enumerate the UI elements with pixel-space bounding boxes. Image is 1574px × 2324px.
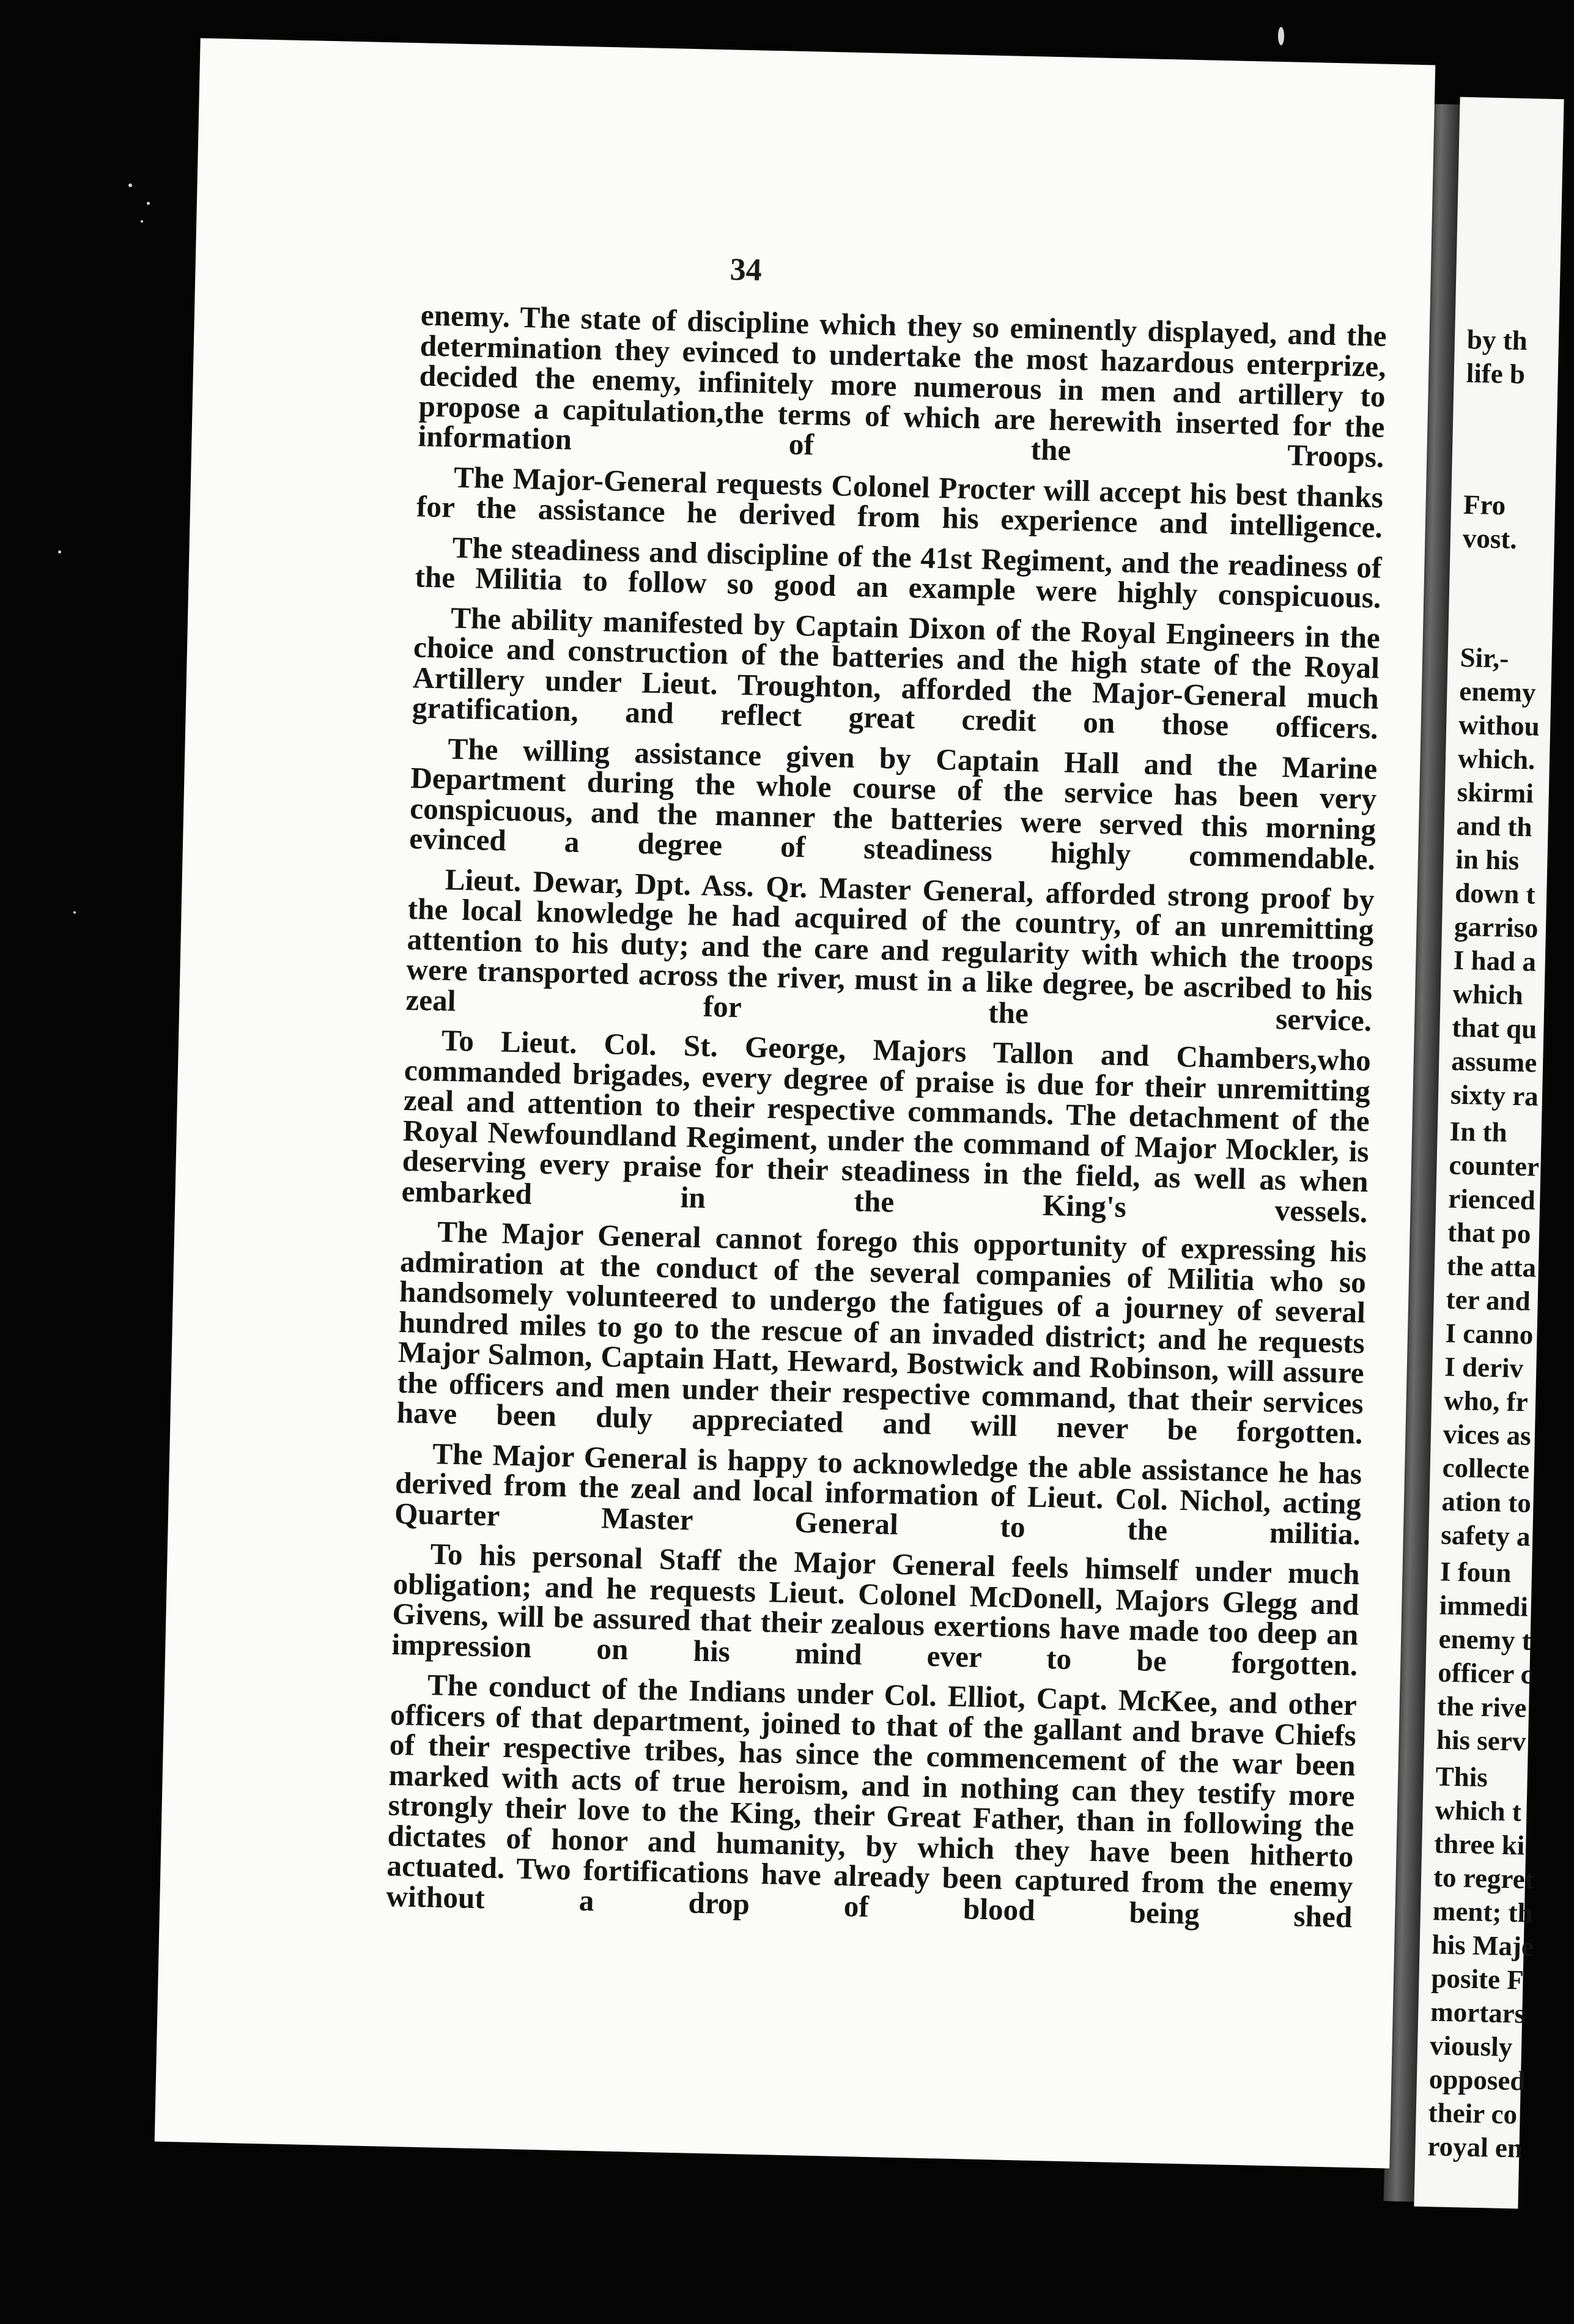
facing-page-fragment: which t <box>1434 1794 1522 1827</box>
facing-page-fragment: who, fr <box>1443 1385 1529 1418</box>
paragraph: enemy. The state of discipline which they so eminently displayed, and the determination they evinced to undertake the most hazardous enterprize, decided the enemy, infinitely more numerous in men and artillery to propose a capitulation,the terms of which are herewith inserted for the information of the Troops. <box>418 298 1387 474</box>
facing-page-fragment: mortars <box>1430 1996 1526 2029</box>
paragraph: The conduct of the Indians under Col. Elliot, Capt. McKee, and other officers of that department, joined to that of the gallant and brave Chiefs of their respective tribes, has since the commencement of the war been marked with acts of true heroism, and in nothing can they testify more strongly their love to the King, their Great Father, than in following the dictates of honor and humanity, by which they have been hitherto actuated. Two fortifications have already been captured from the enemy without a drop of blood being shed <box>385 1668 1358 1934</box>
facing-page-fragment: officer c <box>1437 1657 1534 1690</box>
facing-page-fragment: their co <box>1428 2097 1518 2130</box>
facing-page-fragment: enemy t <box>1438 1623 1532 1656</box>
facing-page-fragment: three ki <box>1433 1828 1525 1861</box>
facing-page-fragment: Fro <box>1463 489 1506 521</box>
facing-page-fragment: down t <box>1454 877 1536 910</box>
facing-page-fragment: opposed <box>1428 2063 1526 2096</box>
facing-page-fragment: and th <box>1456 810 1533 843</box>
facing-page-fragment: to regret <box>1433 1862 1535 1895</box>
facing-page-fragment: rienced <box>1447 1183 1536 1216</box>
facing-page-fragment: sixty ra <box>1450 1079 1539 1112</box>
paragraph: The Major-General requests Colonel Procter will accept his best thanks for the assistance he derived from his experience and intelligence. <box>416 460 1384 544</box>
facing-page-fragment: skirmi <box>1457 776 1534 809</box>
facing-page-fragment: immedi <box>1439 1589 1529 1623</box>
paragraph: The ability manifested by Captain Dixon of the Royal Engineers in the choice and construction of the batteries and the high state of the Royal Artillery under Lieut. Troughton, afforded the Major-General much gratification, and reflect great credit on those officers. <box>412 601 1381 746</box>
facing-page-fragment: In th <box>1449 1116 1508 1148</box>
facing-page-fragment: withou <box>1458 709 1540 742</box>
facing-page-fragment: that po <box>1447 1216 1531 1249</box>
facing-page-fragment: by th <box>1466 324 1528 357</box>
facing-page-fragment: ter and <box>1446 1284 1531 1317</box>
paragraph: The Major General cannot forego this opportunity of expressing his admiration at the conduct of the several companies of Militia who so handsomely volunteered to undergo the fatigues of a journey of several hundred miles to go to the rescue of an invaded district; and he requests Major Salmon, Captain Hatt, Heward, Bostwick and Robinson, will assure the officers and men under their respective command, that their services have been duly appreciated and will never be forgotten. <box>396 1215 1367 1451</box>
page-number: 34 <box>730 252 763 288</box>
facing-page-fragment: his Maje <box>1432 1929 1534 1962</box>
facing-page-fragment: the rive <box>1436 1690 1527 1723</box>
facing-page-fragment: ment; th <box>1432 1895 1534 1928</box>
facing-page-fragment: vost. <box>1462 522 1518 555</box>
facing-page-fragment: I had a <box>1453 944 1537 977</box>
scan-speck <box>147 202 150 205</box>
scan-speck <box>1278 27 1284 45</box>
facing-page-fragment: assume <box>1450 1045 1537 1078</box>
paragraph: Lieut. Dewar, Dpt. Ass. Qr. Master General, afforded strong proof by the local knowledge he had acquired of the country, of an unremitting attention to his duty; and the care and regularity with which the troops were transported across the river, must in a like degree, be ascribed to his zeal for the service. <box>405 862 1375 1038</box>
paragraph: The Major General is happy to acknowledge the able assistance he has derived from the zeal and local information of Lieut. Col. Nichol, acting Quarter Master General to the militia. <box>394 1436 1362 1551</box>
facing-page-fragment: counter <box>1449 1149 1540 1182</box>
document-page <box>155 38 1436 2168</box>
facing-page-fragment: This <box>1435 1761 1488 1793</box>
scan-speck <box>58 550 61 553</box>
facing-page-fragment: royal en <box>1427 2131 1523 2164</box>
scan-speck <box>73 911 76 914</box>
scan-speck <box>141 220 143 223</box>
facing-page-fragment: life b <box>1466 357 1526 390</box>
paragraph: The steadiness and discipline of the 41st Regiment, and the readiness of the Militia to follow so good an example were highly conspicuous. <box>415 530 1382 615</box>
facing-page-fragment: Sir,- <box>1460 642 1509 674</box>
facing-page-fragment: garriso <box>1454 911 1539 944</box>
facing-page-fragment: ation to <box>1441 1486 1532 1519</box>
facing-page-fragment: in his <box>1455 843 1520 876</box>
facing-page-fragment: enemy <box>1458 675 1536 708</box>
facing-page-fragment: viously <box>1429 2030 1513 2063</box>
facing-page-fragment: I canno <box>1445 1317 1534 1350</box>
scan-speck <box>128 183 132 187</box>
facing-page-fragment: collecte <box>1442 1452 1530 1485</box>
facing-page-fragment: which. <box>1457 742 1535 775</box>
facing-page-fragment: I foun <box>1439 1556 1512 1588</box>
facing-page-fragment: his serv <box>1436 1724 1526 1757</box>
paragraph: The willing assistance given by Captain Hall and the Marine Department during the whole course of the service has been very conspicuous, and the manner the batteries were served this morning evinced a degree of steadiness highly commendable. <box>408 731 1378 876</box>
facing-page-fragment: posite F <box>1430 1963 1524 1996</box>
paragraph: To Lieut. Col. St. George, Majors Tallon and Chambers,who commanded brigades, every degree of praise is due for their unremitting zeal and attention to their respective commands. The detachment of the Royal Newfoundland Regiment, under the command of Major Mockler, is deserving every praise for their steadiness in the field, as well as when embarked in the King's vessels. <box>401 1023 1372 1229</box>
facing-page-fragment: which <box>1452 978 1524 1011</box>
facing-page-fragment: vices as <box>1443 1418 1532 1451</box>
page-body-text <box>386 300 1387 1932</box>
paragraph: To his personal Staff the Major General feels himself under much obligation; and he requests Lieut. Colonel McDonell, Majors Glegg and Givens, will be assured that their zealous exertions have made too deep an impression on his mind ever to be forgotten. <box>391 1537 1361 1682</box>
facing-page-fragment: safety a <box>1440 1519 1531 1552</box>
facing-page-fragment: I deriv <box>1444 1351 1524 1384</box>
facing-page-fragment: the atta <box>1446 1250 1537 1283</box>
facing-page-fragment: that qu <box>1451 1012 1537 1045</box>
